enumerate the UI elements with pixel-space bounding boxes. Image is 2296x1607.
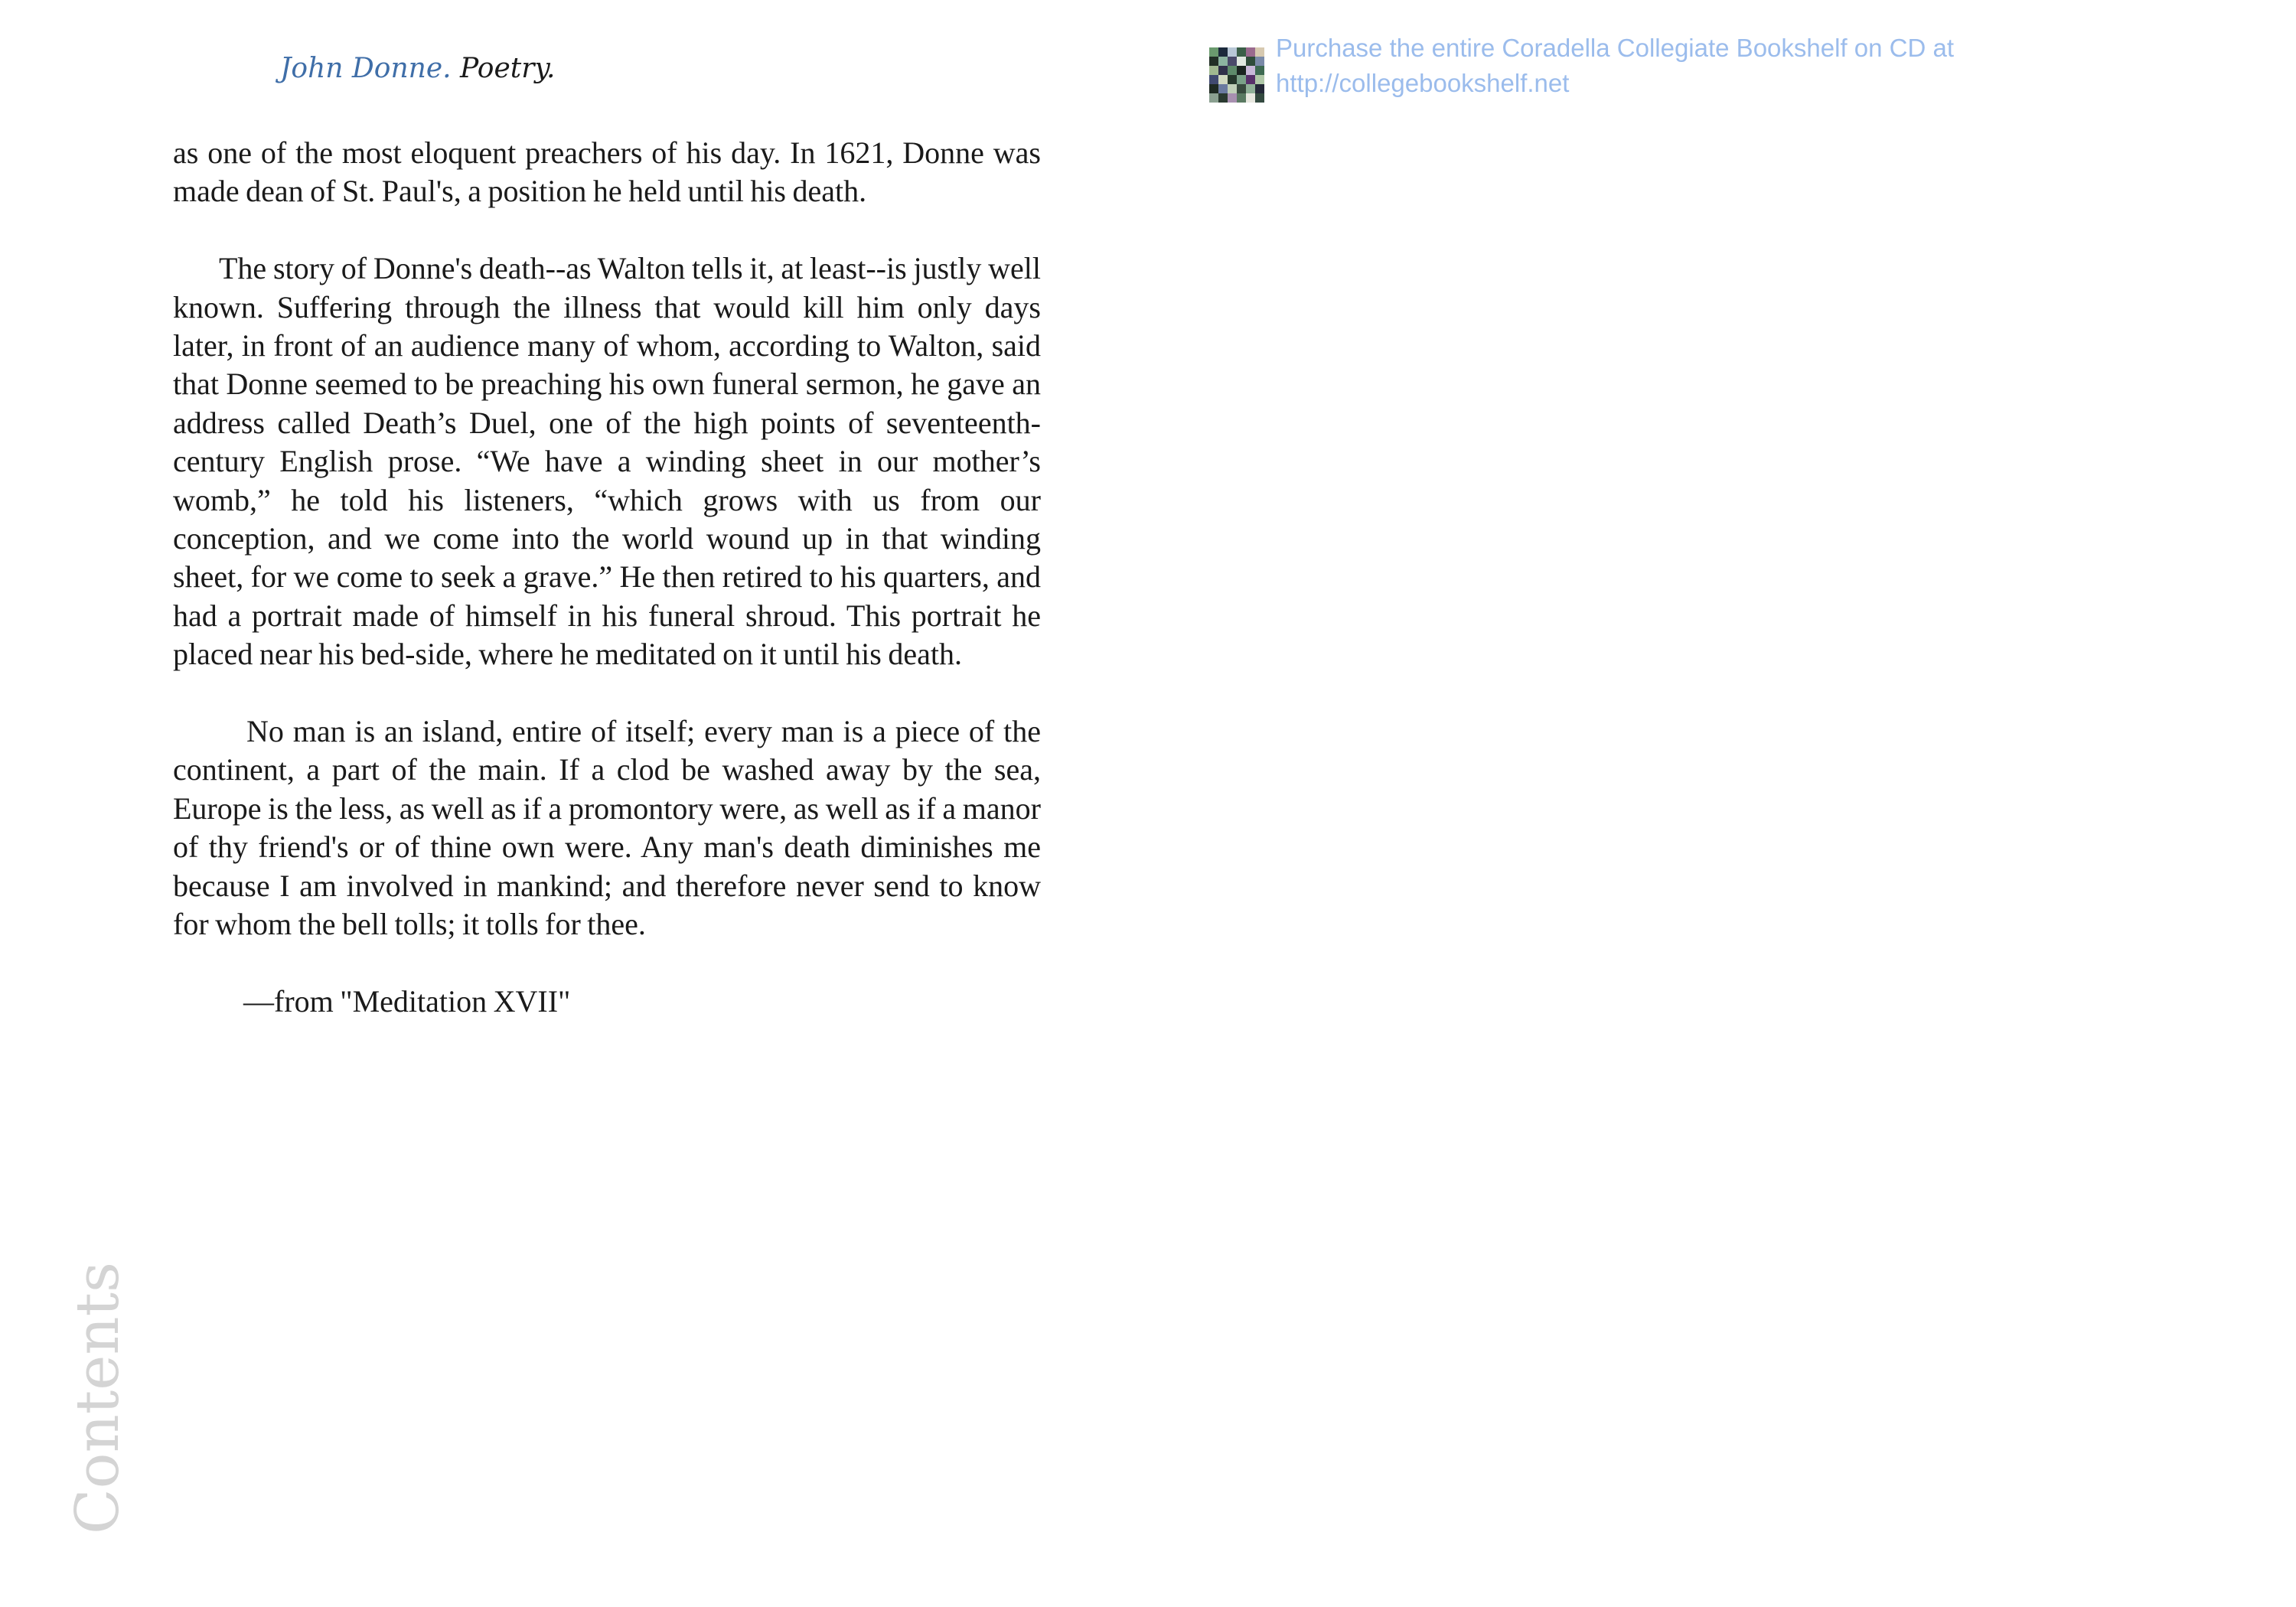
- purchase-ad-text[interactable]: [1276, 31, 1954, 101]
- paragraph-death-story: The story of Donne's death--as Walton tells it, at least--is justly well known. Suffering through the illness that would kill him only days later, in front of an audience many of whom, according to Walton, said that Donne seemed to be preaching his own funeral sermon, he gave an address called Death’s Duel, one of the high points of seventeenth-century English prose. “We have a winding sheet in our mother’s womb,” he told his listeners, “which grows with us from our conception, and we come into the world wound up in that winding sheet, for we come to seek a grave.” He then retired to his quarters, and had a portrait made of himself in his funeral shroud. This portrait he placed near his bed-side, where he meditated on it until his death.: [173, 251, 1041, 672]
- cd-cover-thumbnail-icon[interactable]: [1209, 47, 1264, 103]
- purchase-ad-url[interactable]: http://collegebookshelf.net: [1276, 69, 1570, 97]
- purchase-ad-line[interactable]: Purchase the entire Coradella Collegiate Bookshelf on CD at: [1276, 34, 1955, 62]
- section-title: Poetry.: [460, 53, 556, 84]
- contents-link[interactable]: Contents: [64, 1262, 132, 1534]
- quote-attribution: —from "Meditation XVII": [243, 983, 571, 1019]
- purchase-ad[interactable]: [1209, 31, 2128, 107]
- author-link[interactable]: John Donne.: [280, 53, 452, 84]
- body-text: [173, 134, 1041, 1060]
- paragraph-continuation: as one of the most eloquent preachers of his day. In 1621, Donne was made dean of St. Paul's, a position he held until his death.: [173, 135, 1041, 209]
- running-header: [280, 47, 555, 90]
- meditation-quote: No man is an island, entire of itself; every man is a piece of the continent, a part of the main. If a clod be washed away by the sea, Europe is the less, as well as if a promontory were, as well as if a manor of thy friend's or of thine own were. Any man's death diminishes me because I am involved in mankind; and therefore never send to know for whom the bell tolls; it tolls for thee.: [173, 714, 1041, 942]
